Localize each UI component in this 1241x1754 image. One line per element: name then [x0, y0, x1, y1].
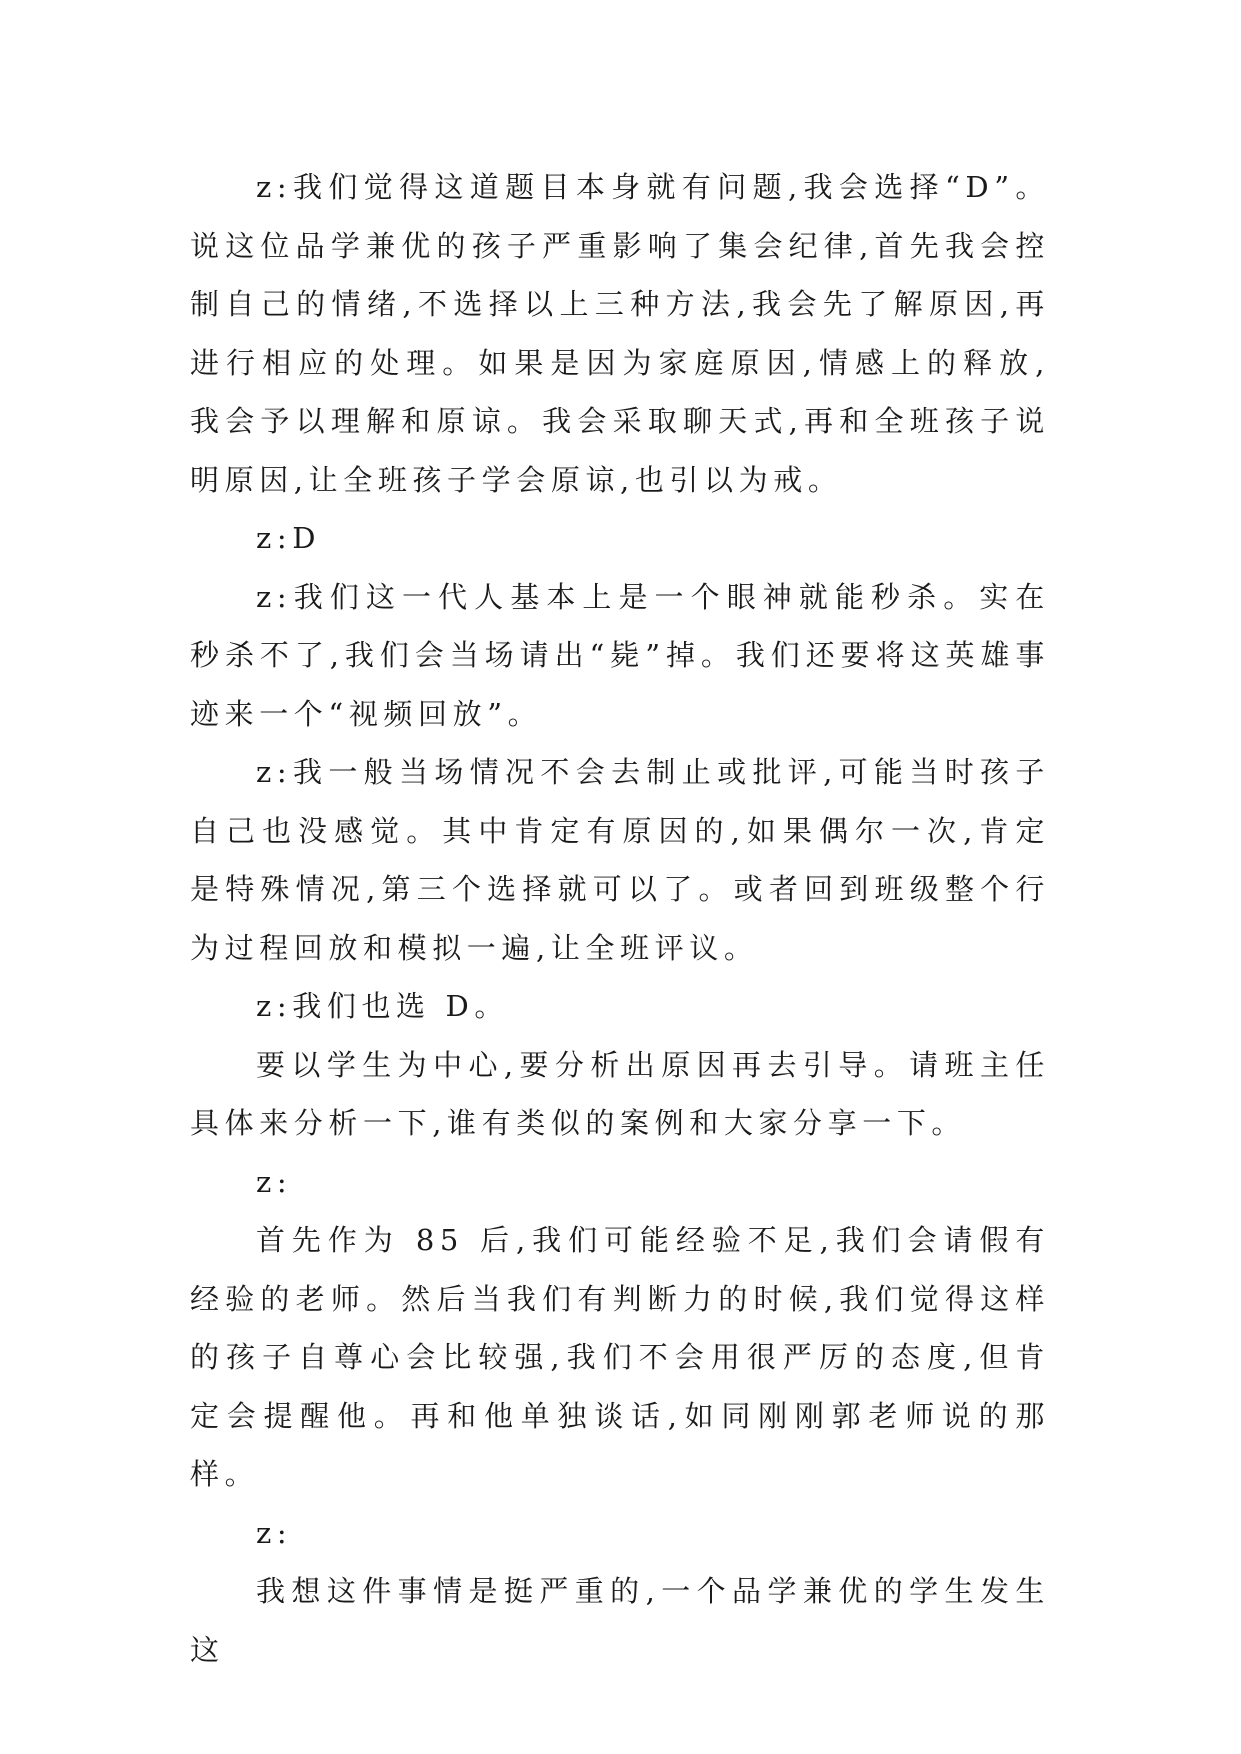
paragraph-3: z:我们这一代人基本上是一个眼神就能秒杀。实在秒杀不了,我们会当场请出“毙”掉。我们还要将这英雄事迹来一个“视频回放”。 [190, 579, 1050, 731]
paragraph-1: z:我们觉得这道题目本身就有问题,我会选择“D”。说这位品学兼优的孩子严重影响了集会纪律,首先我会控制自己的情绪,不选择以上三种方法,我会先了解原因,再进行相应的处理。如果是因为家庭原因,情感上的释放,我会予以理解和原谅。我会采取聊天式,再和全班孩子说明原因,让全班孩子学会原谅,也引以为戒。 [190, 170, 1050, 497]
paragraph-2: z:D [256, 521, 322, 555]
paragraph-9: z: [256, 1515, 293, 1550]
document-body [190, 158, 1050, 1679]
paragraph-6: 要以学生为中心,要分析出原因再去引导。请班主任具体来分析一下,谁有类似的案例和大家分享一下。 [190, 1047, 1050, 1140]
paragraph-7: z: [256, 1164, 293, 1199]
paragraph-4: z:我一般当场情况不会去制止或批评,可能当时孩子自己也没感觉。其中肯定有原因的,如果偶尔一次,肯定是特殊情况,第三个选择就可以了。或者回到班级整个行为过程回放和模拟一遍,让全班评议。 [190, 755, 1050, 965]
paragraph-5: z:我们也选 D。 [256, 989, 509, 1023]
paragraph-10: 我想这件事情是挺严重的,一个品学兼优的学生发生这 [190, 1574, 1050, 1667]
paragraph-8: 首先作为 85 后,我们可能经验不足,我们会请假有经验的老师。然后当我们有判断力的时候,我们觉得这样的孩子自尊心会比较强,我们不会用很严厉的态度,但肯定会提醒他。再和他单独谈话,如同刚刚郭老师说的那样。 [190, 1223, 1050, 1491]
